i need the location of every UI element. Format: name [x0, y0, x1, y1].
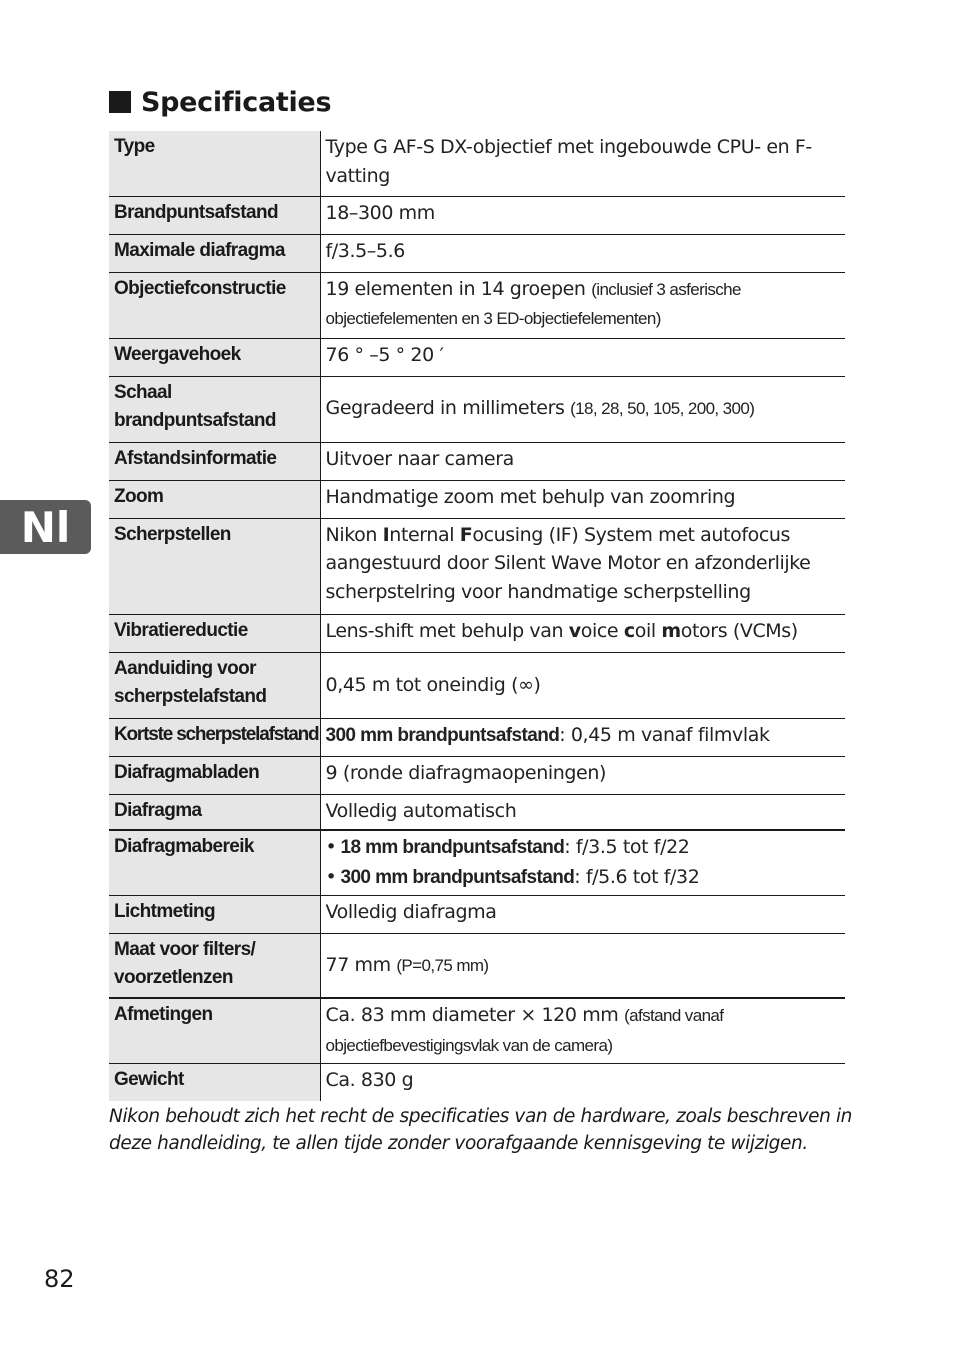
spec-value: [320, 998, 845, 1063]
spec-value-text: Lens-shift met behulp van: [325, 619, 569, 642]
spec-label: Weergavehoek: [109, 338, 320, 376]
spec-label: Diafragmabladen: [109, 756, 320, 794]
spec-value: Type G AF-S DX-objectief met ingebouwde CPU- en F-vatting: [320, 131, 845, 196]
spec-value: [320, 830, 845, 895]
spec-row-zoom: [109, 480, 845, 518]
spec-row-objectiefconstructie: [109, 272, 845, 338]
spec-value-bold: 18 mm brandpuntsafstand: [340, 837, 565, 858]
spec-value-text: ocusing (IF) System met autofocus aangestuurd door Silent Wave Motor en afzonderlijke scherpstelring voor handmatige scherpstelling: [325, 523, 811, 603]
spec-value-text: : f/3.5 tot f/22: [564, 836, 690, 858]
spec-row-diafragmabereik: [109, 830, 845, 895]
spec-row-afstandsinformatie: [109, 442, 845, 480]
spec-value: 9 (ronde diafragmaopeningen): [320, 756, 845, 794]
spec-value-text: nternal: [389, 523, 460, 546]
spec-value: [320, 933, 845, 998]
spec-row-scherpstellen: [109, 518, 845, 614]
language-tab: Nl: [0, 500, 91, 554]
spec-value: Uitvoer naar camera: [320, 442, 845, 480]
spec-label: Diafragma: [109, 794, 320, 830]
spec-value-bold-letter: c: [623, 619, 635, 642]
spec-value-text: : 0,45 m vanaf filmvlak: [559, 723, 770, 746]
spec-value: [320, 518, 845, 614]
page-number: 82: [44, 1265, 75, 1293]
spec-label: Brandpuntsafstand: [109, 196, 320, 234]
bullet-item: [326, 833, 846, 863]
specifications-table: [109, 131, 845, 1101]
spec-row-diafragmabladen: [109, 756, 845, 794]
spec-value-text: Nikon: [325, 523, 383, 546]
spec-label: Gewicht: [109, 1063, 320, 1101]
spec-row-gewicht: [109, 1063, 845, 1101]
spec-row-brandpuntsafstand: [109, 196, 845, 234]
spec-value: f/3.5–5.6: [320, 234, 845, 272]
spec-value-note: (18, 28, 50, 105, 200, 300): [570, 399, 755, 419]
spec-row-weergavehoek: [109, 338, 845, 376]
spec-row-aanduiding-scherpstelafstand: [109, 652, 845, 718]
spec-value-bold-letter: v: [568, 619, 581, 642]
spec-row-type: [109, 131, 845, 196]
spec-row-lichtmeting: [109, 895, 845, 933]
spec-value-note: (afstand vanaf objectiefbevestigingsvlak van de camera): [325, 1006, 724, 1055]
spec-label: Afstandsinformatie: [109, 442, 320, 480]
bullet-item: [326, 863, 846, 893]
spec-label: Diafragmabereik: [109, 830, 320, 895]
spec-value: 0,45 m tot oneindig (∞): [320, 652, 845, 718]
spec-value: [320, 718, 845, 756]
spec-value-bold: 300 mm brandpuntsafstand: [325, 724, 560, 746]
spec-value-text: otors (VCMs): [680, 619, 798, 642]
spec-value-text: Gegradeerd in millimeters: [325, 397, 565, 420]
spec-value: Handmatige zoom met behulp van zoomring: [320, 480, 845, 518]
spec-label: Scherpstellen: [109, 518, 320, 614]
spec-value-bold: 300 mm brandpuntsafstand: [340, 866, 575, 888]
spec-value-text: Ca. 83 mm diameter × 120 mm: [325, 1004, 619, 1026]
spec-label: Maat voor filters/ voorzetlenzen: [109, 933, 320, 998]
spec-label: Zoom: [109, 480, 320, 518]
black-square-icon: [109, 91, 131, 113]
spec-value-text: 19 elementen in 14 groepen: [325, 277, 586, 300]
spec-row-vibratiereductie: [109, 614, 845, 652]
spec-row-filtermaat: [109, 933, 845, 998]
spec-label: Kortste scherpstelafstand: [109, 718, 320, 756]
spec-label: Aanduiding voor scherpstelafstand: [109, 652, 320, 718]
spec-label: Vibratiereductie: [109, 614, 320, 652]
spec-row-maximale-diafragma: [109, 234, 845, 272]
spec-value: Ca. 830 g: [325, 1068, 414, 1091]
spec-row-afmetingen: [109, 998, 845, 1063]
spec-value: [320, 376, 845, 442]
spec-value: 18–300 mm: [320, 196, 845, 234]
spec-row-diafragma: [109, 794, 845, 830]
spec-value-bold-letter: I: [382, 523, 390, 546]
spec-label: Objectiefconstructie: [109, 272, 320, 338]
spec-value: Volledig diafragma: [320, 895, 845, 933]
spec-value: [320, 614, 845, 652]
spec-row-kortste-scherpstelafstand: [109, 718, 845, 756]
spec-value: Volledig automatisch: [320, 794, 845, 830]
spec-value-bold-letter: F: [459, 523, 473, 546]
disclaimer-note: Nikon behoudt zich het recht de specificaties van de hardware, zoals beschreven in deze handleiding, te allen tijde zonder voorafgaande kennisgeving te wijzigen.: [109, 1106, 853, 1154]
spec-label: Type: [109, 131, 320, 196]
spec-value-text: oice: [580, 619, 624, 642]
section-heading: [109, 84, 331, 120]
spec-row-schaal-brandpuntsafstand: [109, 376, 845, 442]
spec-value-text: 77 mm: [325, 953, 391, 976]
spec-value-note: (inclusief 3 asferische objectiefelementen en 3 ED-objectiefelementen): [325, 279, 741, 328]
spec-value-bold-letter: m: [661, 619, 681, 642]
spec-label: Maximale diafragma: [109, 234, 320, 272]
spec-value: 76 ° –5 ° 20 ′: [320, 338, 845, 376]
spec-label: Lichtmeting: [109, 895, 320, 933]
spec-label: Afmetingen: [109, 998, 320, 1063]
spec-value-note: (P=0,75 mm): [396, 955, 489, 975]
spec-value-text: oil: [634, 619, 662, 642]
section-title: Specificaties: [141, 86, 332, 118]
spec-label: Schaal brandpuntsafstand: [109, 376, 320, 442]
spec-value: [320, 272, 845, 338]
spec-value-text: : f/5.6 tot f/32: [574, 865, 700, 888]
